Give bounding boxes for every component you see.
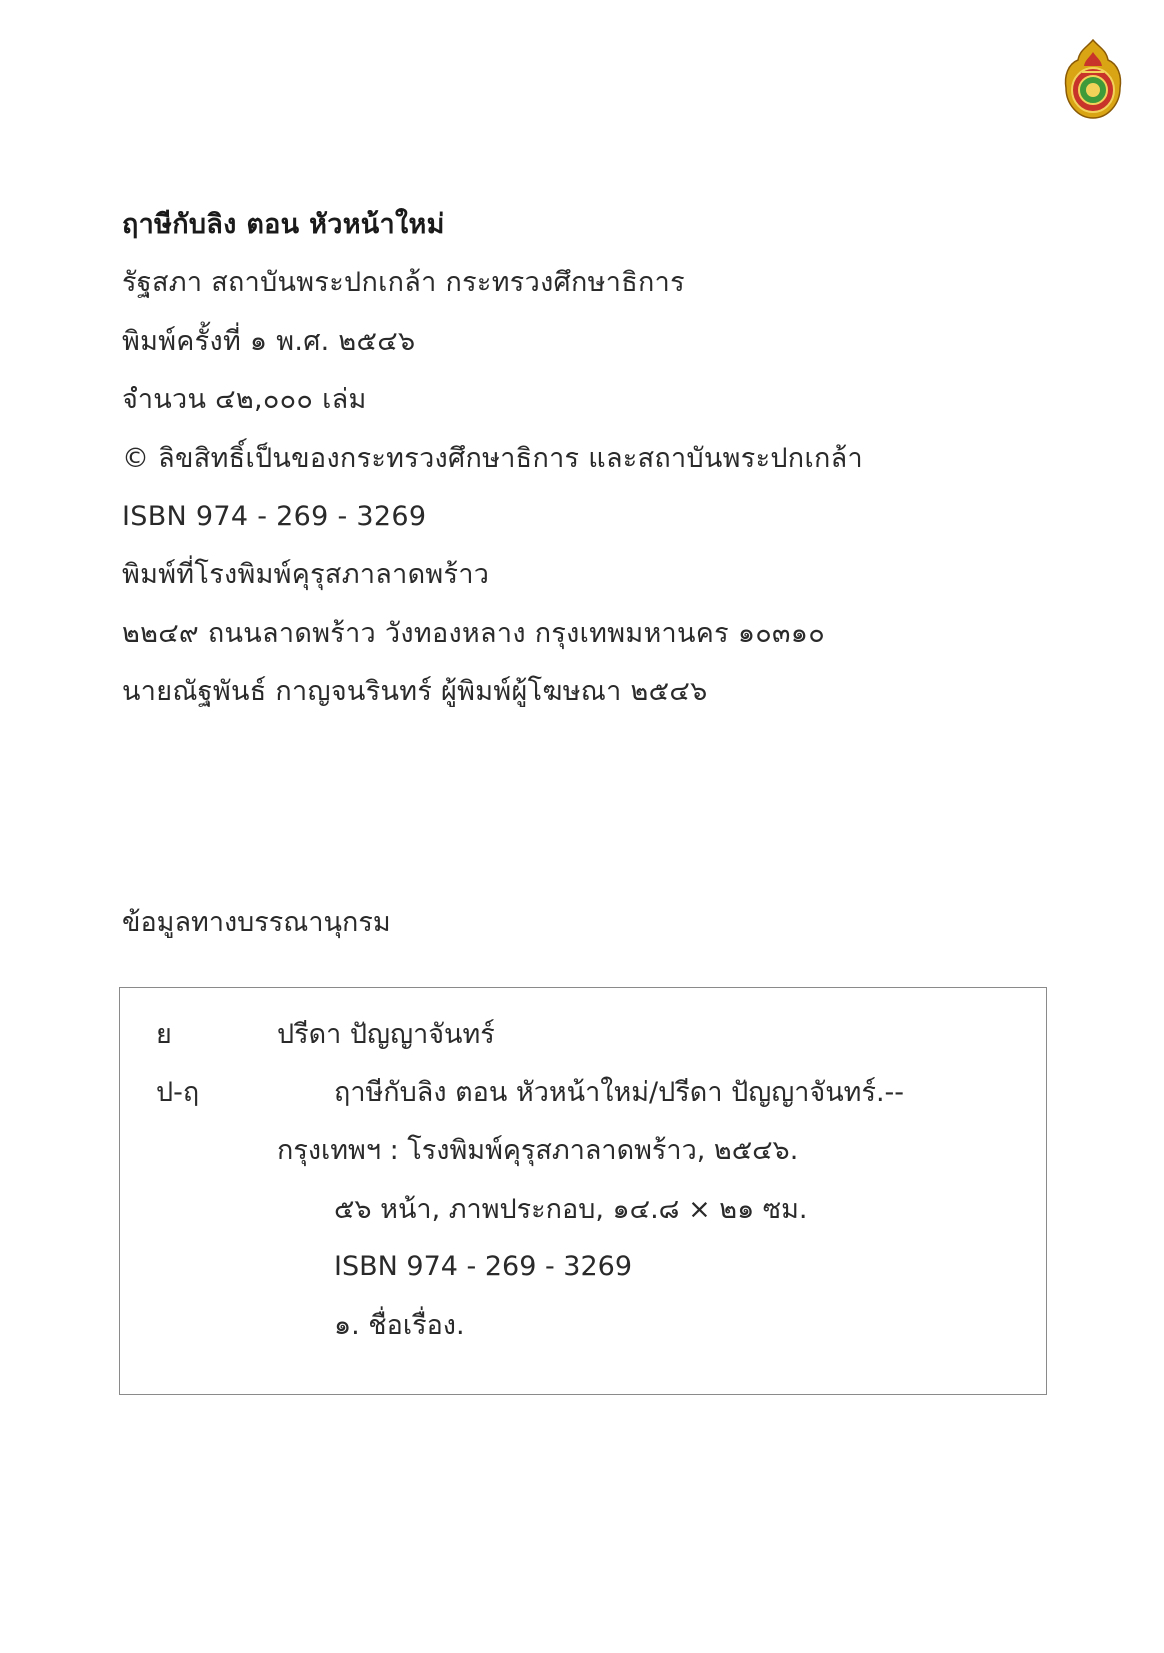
title-entry: ฤาษีกับลิง ตอน หัวหน้าใหม่/ปรีดา ปัญญาจันทร์.-- (334, 1077, 905, 1108)
subject-entry: ๑. ชื่อเรื่อง. (334, 1310, 465, 1341)
book-title: ฤาษีกับลิง ตอน หัวหน้าใหม่ (122, 209, 445, 240)
edition-line: พิมพ์ครั้งที่ ๑ พ.ศ. ๒๕๔๖ (122, 325, 416, 357)
imprint-block (122, 196, 1082, 722)
catalog-heading: ข้อมูลทางบรรณานุกรม (122, 907, 391, 938)
copyright-line: © ลิขสิทธิ์เป็นของกระทรวงศึกษาธิการ และสถาบันพระปกเกล้า (122, 442, 863, 474)
address-line: ๒๒๔๙ ถนนลาดพร้าว วังทองหลาง กรุงเทพมหานคร ๑๐๓๑๐ (122, 617, 826, 649)
isbn-line: ISBN 974 - 269 - 3269 (122, 501, 427, 533)
author-name: ปรีดา ปัญญาจันทร์ (277, 1019, 495, 1050)
imprint-entry: กรุงเทพฯ : โรงพิมพ์คุรุสภาลาดพร้าว, ๒๕๔๖. (277, 1135, 799, 1166)
catalog-record-box (119, 987, 1047, 1395)
printed-by-line: นายณัฐพันธ์ กาญจนรินทร์ ผู้พิมพ์ผู้โฆษณา ๒๕๔๖ (122, 676, 708, 708)
catalog-isbn: ISBN 974 - 269 - 3269 (334, 1251, 633, 1282)
title-label: ป-ฤ (156, 1077, 200, 1108)
ministry-emblem-icon (1062, 38, 1124, 120)
author-label: ย (156, 1019, 172, 1050)
publisher-line: รัฐสภา สถาบันพระปกเกล้า กระทรวงศึกษาธิการ (122, 267, 685, 299)
physical-description: ๕๖ หน้า, ภาพประกอบ, ๑๔.๘ × ๒๑ ซม. (334, 1194, 808, 1225)
printer-line: พิมพ์ที่โรงพิมพ์คุรุสภาลาดพร้าว (122, 559, 490, 591)
copies-line: จำนวน ๔๒,๐๐๐ เล่ม (122, 384, 367, 416)
